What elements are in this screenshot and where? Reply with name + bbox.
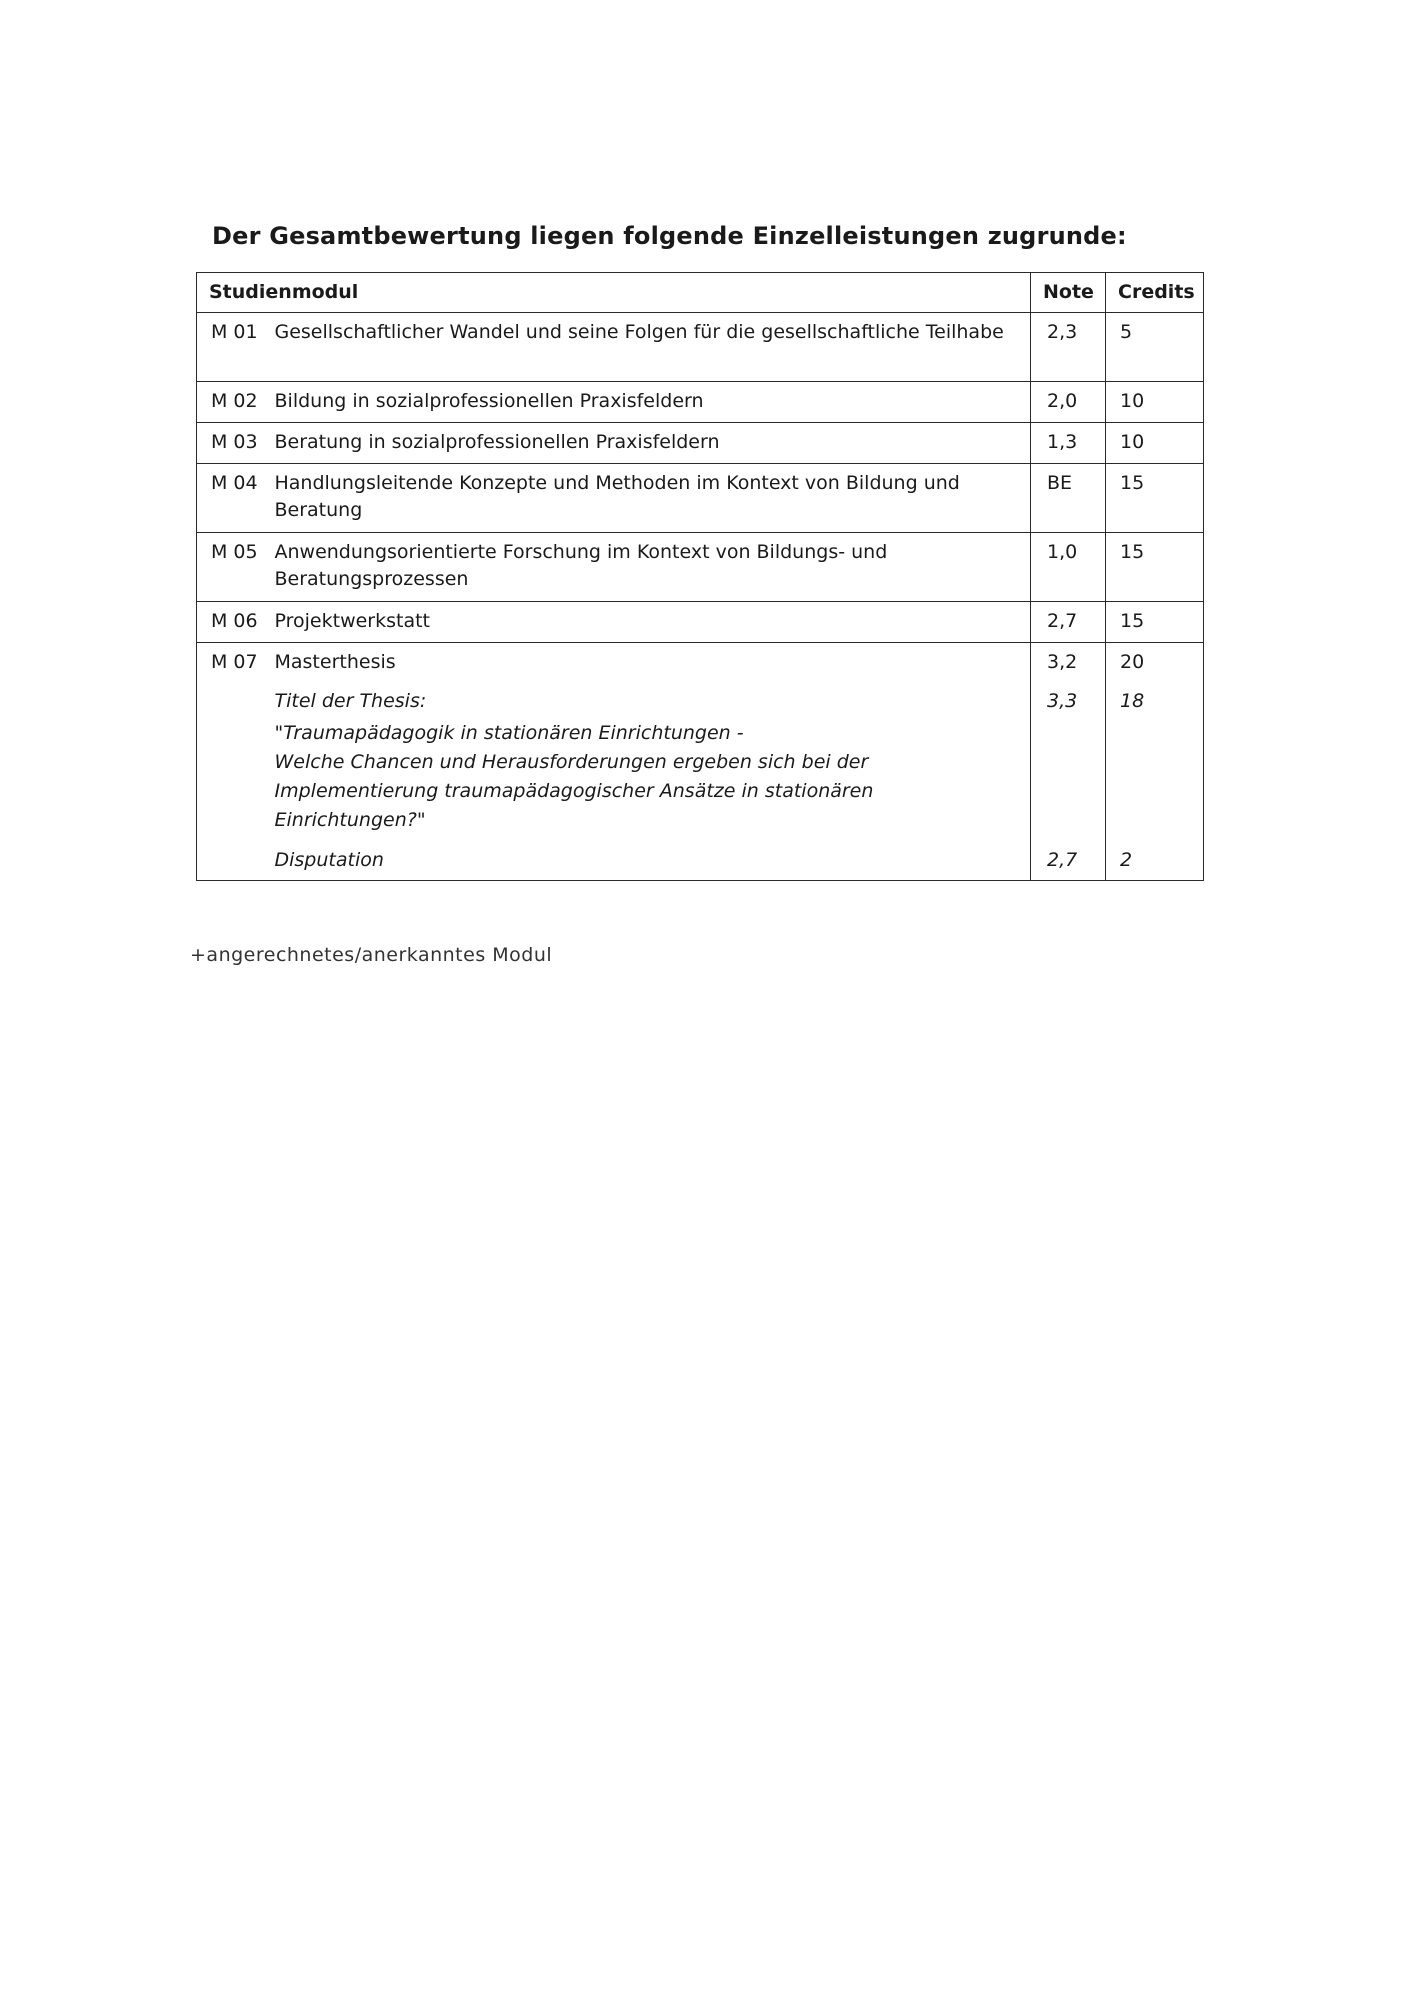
module-note: 1,0 bbox=[1031, 533, 1106, 602]
grades-table bbox=[196, 272, 1204, 881]
page-heading: Der Gesamtbewertung liegen folgende Einzelleistungen zugrunde: bbox=[212, 222, 1127, 250]
table-row-disputation bbox=[197, 841, 1204, 881]
module-note: 3,2 bbox=[1031, 643, 1106, 683]
module-title: Projektwerkstatt bbox=[267, 602, 1031, 643]
table-row bbox=[197, 464, 1204, 533]
table-row bbox=[197, 533, 1204, 602]
module-note: 1,3 bbox=[1031, 423, 1106, 464]
thesis-title-line: Implementierung traumapädagogischer Ansätze in stationären bbox=[274, 780, 874, 802]
table-row bbox=[197, 382, 1204, 423]
header-note: Note bbox=[1031, 273, 1106, 313]
module-note: 2,3 bbox=[1031, 313, 1106, 382]
module-code: M 04 bbox=[197, 464, 267, 533]
disputation-credits: 2 bbox=[1106, 841, 1204, 881]
module-note: 2,0 bbox=[1031, 382, 1106, 423]
module-code: M 05 bbox=[197, 533, 267, 602]
thesis-title-line: Einrichtungen?" bbox=[274, 809, 426, 831]
thesis-title-line: Welche Chancen und Herausforderungen ergeben sich bei der bbox=[274, 751, 869, 773]
module-title: Handlungsleitende Konzepte und Methoden im Kontext von Bildung und Beratung bbox=[267, 464, 1031, 533]
module-credits: 15 bbox=[1106, 602, 1204, 643]
header-credits: Credits bbox=[1106, 273, 1204, 313]
module-note: BE bbox=[1031, 464, 1106, 533]
module-credits: 15 bbox=[1106, 533, 1204, 602]
module-code: M 02 bbox=[197, 382, 267, 423]
module-title: Beratung in sozialprofessionellen Praxisfeldern bbox=[267, 423, 1031, 464]
module-title: Masterthesis bbox=[267, 643, 1031, 683]
thesis-title-label: Titel der Thesis: bbox=[274, 690, 427, 712]
table-row-thesis-title bbox=[197, 682, 1204, 841]
module-code: M 06 bbox=[197, 602, 267, 643]
footnote: +angerechnetes/anerkanntes Modul bbox=[190, 944, 553, 966]
disputation-label: Disputation bbox=[267, 841, 1031, 881]
module-credits: 5 bbox=[1106, 313, 1204, 382]
module-credits: 10 bbox=[1106, 382, 1204, 423]
table-row bbox=[197, 602, 1204, 643]
module-code: M 01 bbox=[197, 313, 267, 382]
thesis-title-line: "Traumapädagogik in stationären Einrichtungen - bbox=[274, 722, 744, 744]
thesis-note: 3,3 bbox=[1031, 682, 1106, 841]
disputation-note: 2,7 bbox=[1031, 841, 1106, 881]
module-title: Bildung in sozialprofessionellen Praxisfeldern bbox=[267, 382, 1031, 423]
module-credits: 15 bbox=[1106, 464, 1204, 533]
module-credits: 20 bbox=[1106, 643, 1204, 683]
module-title: Gesellschaftlicher Wandel und seine Folgen für die gesellschaftliche Teilhabe bbox=[267, 313, 1031, 382]
table-row bbox=[197, 423, 1204, 464]
module-credits: 10 bbox=[1106, 423, 1204, 464]
thesis-title-text bbox=[275, 715, 1019, 835]
table-row-thesis bbox=[197, 643, 1204, 683]
header-module: Studienmodul bbox=[197, 273, 1031, 313]
thesis-credits: 18 bbox=[1106, 682, 1204, 841]
module-code: M 07 bbox=[197, 643, 267, 683]
module-title: Anwendungsorientierte Forschung im Kontext von Bildungs- und Beratungsprozessen bbox=[267, 533, 1031, 602]
table-header-row bbox=[197, 273, 1204, 313]
module-code: M 03 bbox=[197, 423, 267, 464]
table-row bbox=[197, 313, 1204, 382]
module-note: 2,7 bbox=[1031, 602, 1106, 643]
